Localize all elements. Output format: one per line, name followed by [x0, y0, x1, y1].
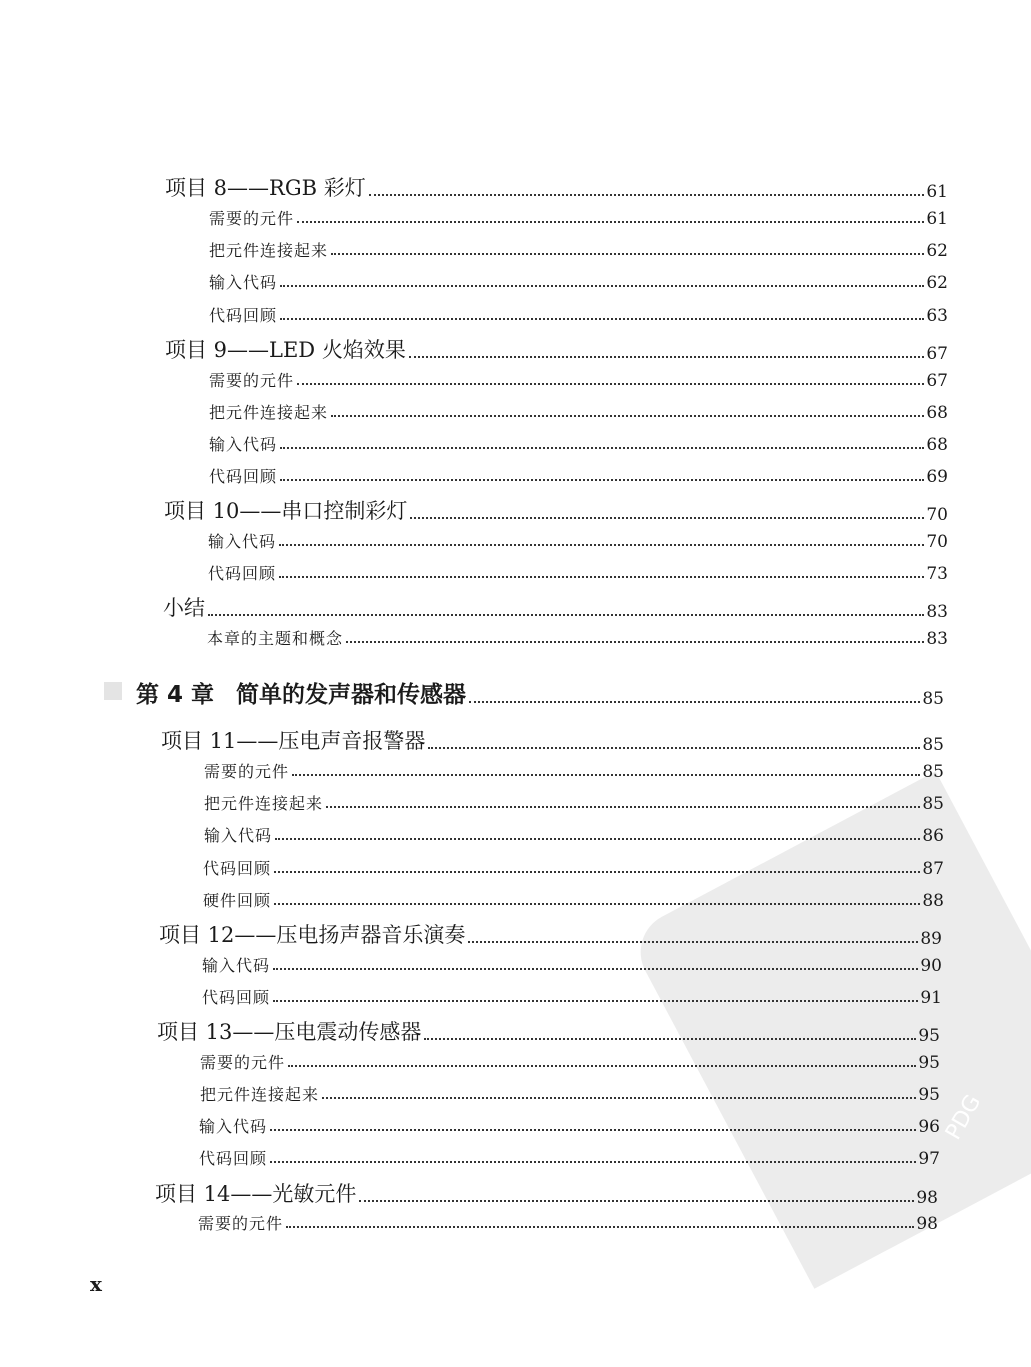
leader-dots	[410, 517, 924, 519]
leader-dots	[273, 968, 918, 970]
toc-entry-label: 需要的元件	[209, 371, 295, 390]
toc-page-number: 98	[916, 1188, 938, 1208]
toc-entry[interactable]	[209, 270, 948, 293]
leader-dots	[280, 479, 924, 481]
toc-entry-label: 代码回顾	[208, 564, 277, 583]
toc-page-number: 69	[926, 467, 948, 487]
toc-page-number: 68	[926, 435, 948, 455]
toc-page-number: 97	[918, 1149, 940, 1169]
leader-dots	[322, 1097, 916, 1099]
leader-dots	[274, 903, 920, 905]
leader-dots	[409, 356, 925, 358]
toc-entry-label: 本章的主题和概念	[207, 629, 344, 648]
toc-entry[interactable]	[200, 1082, 940, 1105]
toc-page-number: 98	[916, 1214, 938, 1234]
toc-entry[interactable]	[207, 626, 948, 649]
toc-entry[interactable]	[155, 1178, 938, 1208]
toc-chapter-entry[interactable]	[136, 676, 944, 709]
toc-entry-label: 输入代码	[202, 956, 271, 975]
toc-entry[interactable]	[199, 1114, 940, 1137]
toc-page-number: 62	[926, 273, 948, 293]
toc-entry-label: 需要的元件	[198, 1214, 284, 1233]
toc-entry[interactable]	[202, 953, 942, 976]
toc-entry-label: 把元件连接起来	[204, 794, 324, 813]
toc-entry[interactable]	[165, 172, 948, 202]
toc-page-number: 85	[922, 735, 944, 755]
leader-dots	[346, 641, 924, 643]
toc-page-number: 91	[920, 988, 942, 1008]
toc-page-number: 96	[918, 1117, 940, 1137]
toc-entry[interactable]	[164, 495, 948, 525]
toc-entry[interactable]	[161, 725, 944, 755]
leader-dots	[331, 253, 924, 255]
toc-entry[interactable]	[208, 529, 948, 552]
toc-page-number: 67	[926, 344, 948, 364]
toc-entry[interactable]	[209, 432, 948, 455]
toc-entry[interactable]	[209, 368, 948, 391]
toc-entry-label: 输入代码	[209, 273, 278, 292]
toc-entry-label: 输入代码	[208, 532, 277, 551]
leader-dots	[297, 221, 924, 223]
toc-page-number: 86	[922, 826, 944, 846]
leader-dots	[270, 1161, 916, 1163]
toc-entry-label: 需要的元件	[209, 209, 295, 228]
toc-entry-label: 项目 8——RGB 彩灯	[165, 176, 366, 200]
toc-entry-label: 输入代码	[209, 435, 278, 454]
toc-entry-label: 需要的元件	[200, 1053, 286, 1072]
toc-page-number: 68	[926, 403, 948, 423]
toc-page-number: 61	[926, 182, 948, 202]
leader-dots	[428, 747, 920, 749]
toc-entry-label: 项目 12——压电扬声器音乐演奏	[159, 923, 466, 947]
toc-entry-label: 把元件连接起来	[209, 403, 329, 422]
toc-entry-label: 项目 9——LED 火焰效果	[165, 338, 406, 362]
toc-entry[interactable]	[204, 823, 944, 846]
toc-entry[interactable]	[203, 856, 944, 879]
toc-entry[interactable]	[200, 1050, 940, 1073]
toc-entry-label: 代码回顾	[202, 988, 271, 1007]
leader-dots	[369, 194, 925, 196]
toc-page-number: 89	[920, 929, 942, 949]
leader-dots	[359, 1200, 914, 1202]
toc-entry-label: 输入代码	[204, 826, 273, 845]
leader-dots	[275, 838, 920, 840]
toc-entry-label: 小结	[163, 596, 205, 620]
leader-dots	[208, 614, 924, 616]
toc-page-number: 85	[922, 689, 944, 709]
toc-entry-label: 项目 14——光敏元件	[155, 1182, 357, 1206]
toc-page-number: 87	[922, 859, 944, 879]
toc-entry[interactable]	[209, 303, 948, 326]
toc-entry[interactable]	[157, 1016, 940, 1046]
chapter-title: 简单的发声器和传感器	[236, 682, 467, 708]
toc-page-number: 83	[926, 629, 948, 649]
watermark-text: PDG	[940, 1090, 987, 1145]
toc-entry[interactable]	[209, 238, 948, 261]
toc-entry-label: 代码回顾	[209, 306, 278, 325]
toc-entry-label: 需要的元件	[204, 762, 290, 781]
toc-page-number: 63	[926, 306, 948, 326]
toc-entry[interactable]	[163, 592, 948, 622]
toc-page-number: 62	[926, 241, 948, 261]
leader-dots	[326, 806, 920, 808]
toc-page-number: 85	[922, 762, 944, 782]
leader-dots	[288, 1065, 916, 1067]
leader-dots	[424, 1038, 916, 1040]
leader-dots	[279, 576, 924, 578]
toc-entry-label: 项目 10——串口控制彩灯	[164, 499, 408, 523]
toc-entry[interactable]	[198, 1211, 938, 1234]
leader-dots	[279, 544, 924, 546]
toc-page-number: 83	[926, 602, 948, 622]
leader-dots	[468, 941, 918, 943]
toc-page-number: 95	[918, 1085, 940, 1105]
toc-entry-label: 硬件回顾	[203, 891, 272, 910]
toc-entry-label: 代码回顾	[209, 467, 278, 486]
toc-entry[interactable]	[204, 759, 944, 782]
toc-entry[interactable]	[209, 400, 948, 423]
toc-chapter-label	[136, 676, 466, 709]
chapter-number: 第 4 章	[136, 682, 215, 708]
toc-entry[interactable]	[204, 791, 944, 814]
toc-entry-label: 输入代码	[199, 1117, 268, 1136]
toc-entry-label: 代码回顾	[199, 1149, 268, 1168]
toc-entry[interactable]	[165, 334, 948, 364]
chapter-marker-icon	[104, 682, 122, 700]
toc-entry[interactable]	[209, 464, 948, 487]
leader-dots	[469, 701, 920, 703]
toc-entry[interactable]	[209, 206, 948, 229]
leader-dots	[331, 415, 924, 417]
leader-dots	[280, 285, 924, 287]
toc-page-number: 67	[926, 371, 948, 391]
toc-page-number: 95	[918, 1026, 940, 1046]
leader-dots	[274, 871, 920, 873]
toc-entry[interactable]	[203, 888, 944, 911]
toc-entry[interactable]	[199, 1146, 940, 1169]
leader-dots	[270, 1129, 916, 1131]
toc-entry-label: 代码回顾	[203, 859, 272, 878]
leader-dots	[273, 1000, 918, 1002]
toc-entry-label: 项目 13——压电震动传感器	[157, 1020, 422, 1044]
toc-entry-label: 项目 11——压电声音报警器	[161, 729, 426, 753]
page-folio: x	[90, 1272, 102, 1296]
toc-page-number: 61	[926, 209, 948, 229]
toc-entry[interactable]	[208, 561, 948, 584]
toc-entry[interactable]	[159, 919, 942, 949]
toc-page-number: 70	[926, 532, 948, 552]
leader-dots	[292, 774, 920, 776]
leader-dots	[297, 383, 924, 385]
toc-entry-label: 把元件连接起来	[200, 1085, 320, 1104]
leader-dots	[286, 1226, 914, 1228]
toc-entry[interactable]	[202, 985, 942, 1008]
toc-page-number: 70	[926, 505, 948, 525]
leader-dots	[280, 318, 924, 320]
toc-entry-label: 把元件连接起来	[209, 241, 329, 260]
toc-page-number: 88	[922, 891, 944, 911]
toc-page-number: 95	[918, 1053, 940, 1073]
toc-page-number: 90	[920, 956, 942, 976]
toc-page-number: 85	[922, 794, 944, 814]
toc-page-number: 73	[926, 564, 948, 584]
leader-dots	[280, 447, 924, 449]
